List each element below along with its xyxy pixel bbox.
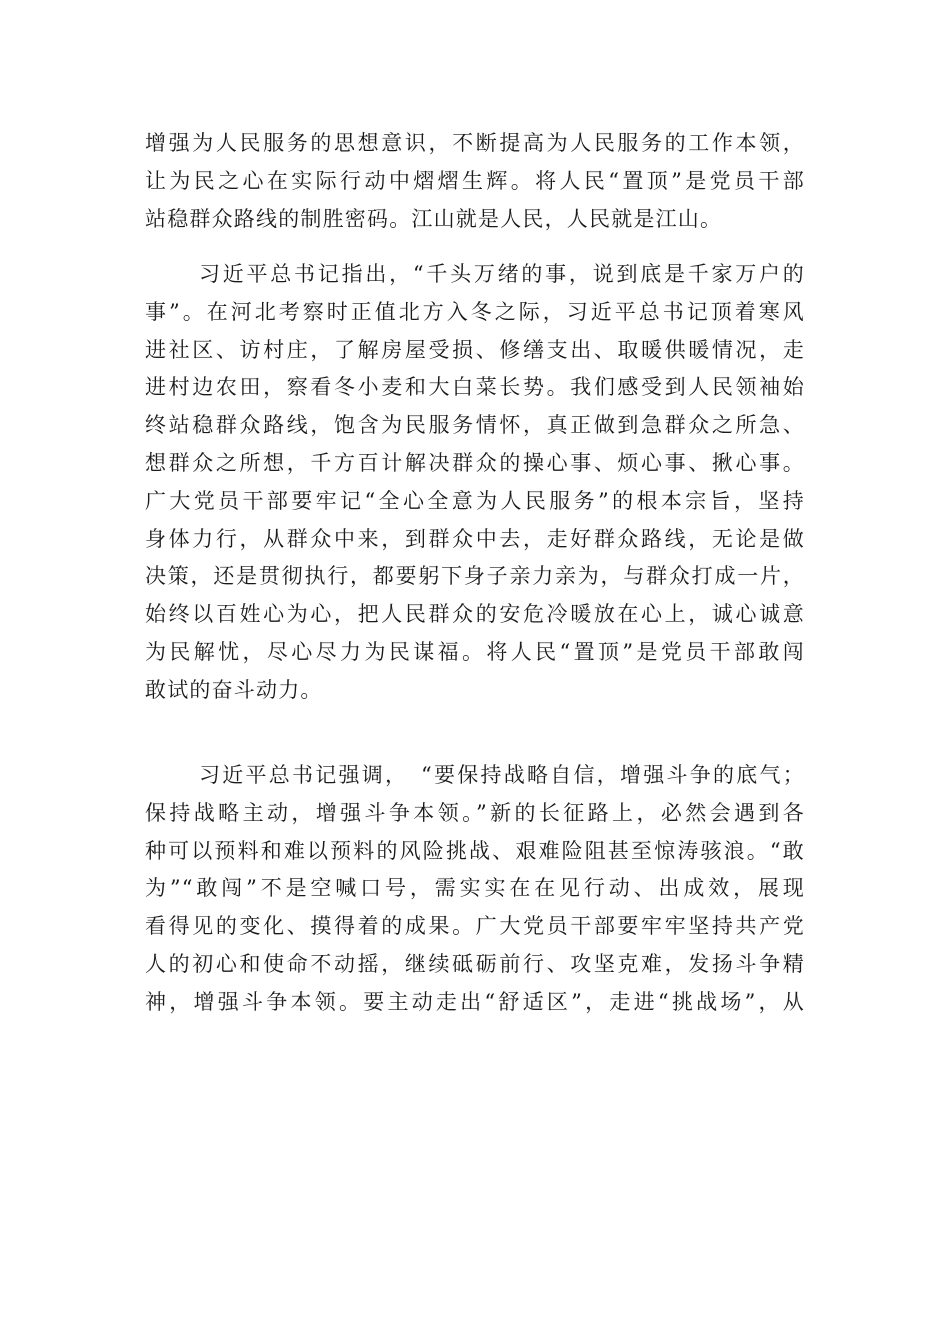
text-line: 让为民之心在实际行动中熠熠生辉。将人民“置顶”是党员干部 [145,168,805,193]
text-line: 保持战略主动，增强斗争本领。”新的长征路上，必然会遇到各 [145,800,805,825]
text-line: 人的初心和使命不动摇，继续砥砺前行、攻坚克难，发扬斗争精 [145,951,805,976]
text-line: 决策，还是贯彻执行，都要躬下身子亲力亲为，与群众打成一片， [145,564,805,589]
text-line: 敢试的奋斗动力。 [145,677,323,702]
paragraph-1 [145,125,805,238]
paragraph-2 [145,256,805,710]
text-line: 为民解忧，尽心尽力为民谋福。将人民“置顶”是党员干部敢闯 [145,639,805,664]
text-line: 习近平总书记指出，“千头万绪的事，说到底是千家万户的 [199,262,805,286]
text-line: 为”“敢闯”不是空喊口号，需实实在在见行动、出成效，展现 [145,876,805,901]
text-line: 习近平总书记强调， “要保持战略自信，增强斗争的底气； [199,763,805,787]
text-line: 种可以预料和难以预料的风险挑战、艰难险阻甚至惊涛骇浪。“敢 [145,838,805,863]
paragraph-3 [145,757,805,1022]
text-line: 神，增强斗争本领。要主动走出“舒适区”，走进“挑战场”，从 [145,989,805,1014]
text-line: 想群众之所想，千方百计解决群众的操心事、烦心事、揪心事。 [145,450,805,475]
text-line: 进村边农田，察看冬小麦和大白菜长势。我们感受到人民领袖始 [145,375,805,400]
text-line: 始终以百姓心为心，把人民群众的安危冷暖放在心上，诚心诚意 [145,602,805,627]
text-line: 广大党员干部要牢记“全心全意为人民服务”的根本宗旨，坚持 [145,488,805,513]
text-line: 增强为人民服务的思想意识，不断提高为人民服务的工作本领， [145,131,805,155]
text-line: 看得见的变化、摸得着的成果。广大党员干部要牢牢坚持共产党 [145,914,805,939]
text-line: 事”。在河北考察时正值北方入冬之际，习近平总书记顶着寒风 [145,299,805,324]
text-line: 站稳群众路线的制胜密码。江山就是人民，人民就是江山。 [145,206,723,231]
text-line: 进社区、访村庄，了解房屋受损、修缮支出、取暖供暖情况，走 [145,337,805,362]
text-line: 身体力行，从群众中来，到群众中去，走好群众路线，无论是做 [145,526,805,551]
text-line: 终站稳群众路线，饱含为民服务情怀，真正做到急群众之所急、 [145,413,805,438]
